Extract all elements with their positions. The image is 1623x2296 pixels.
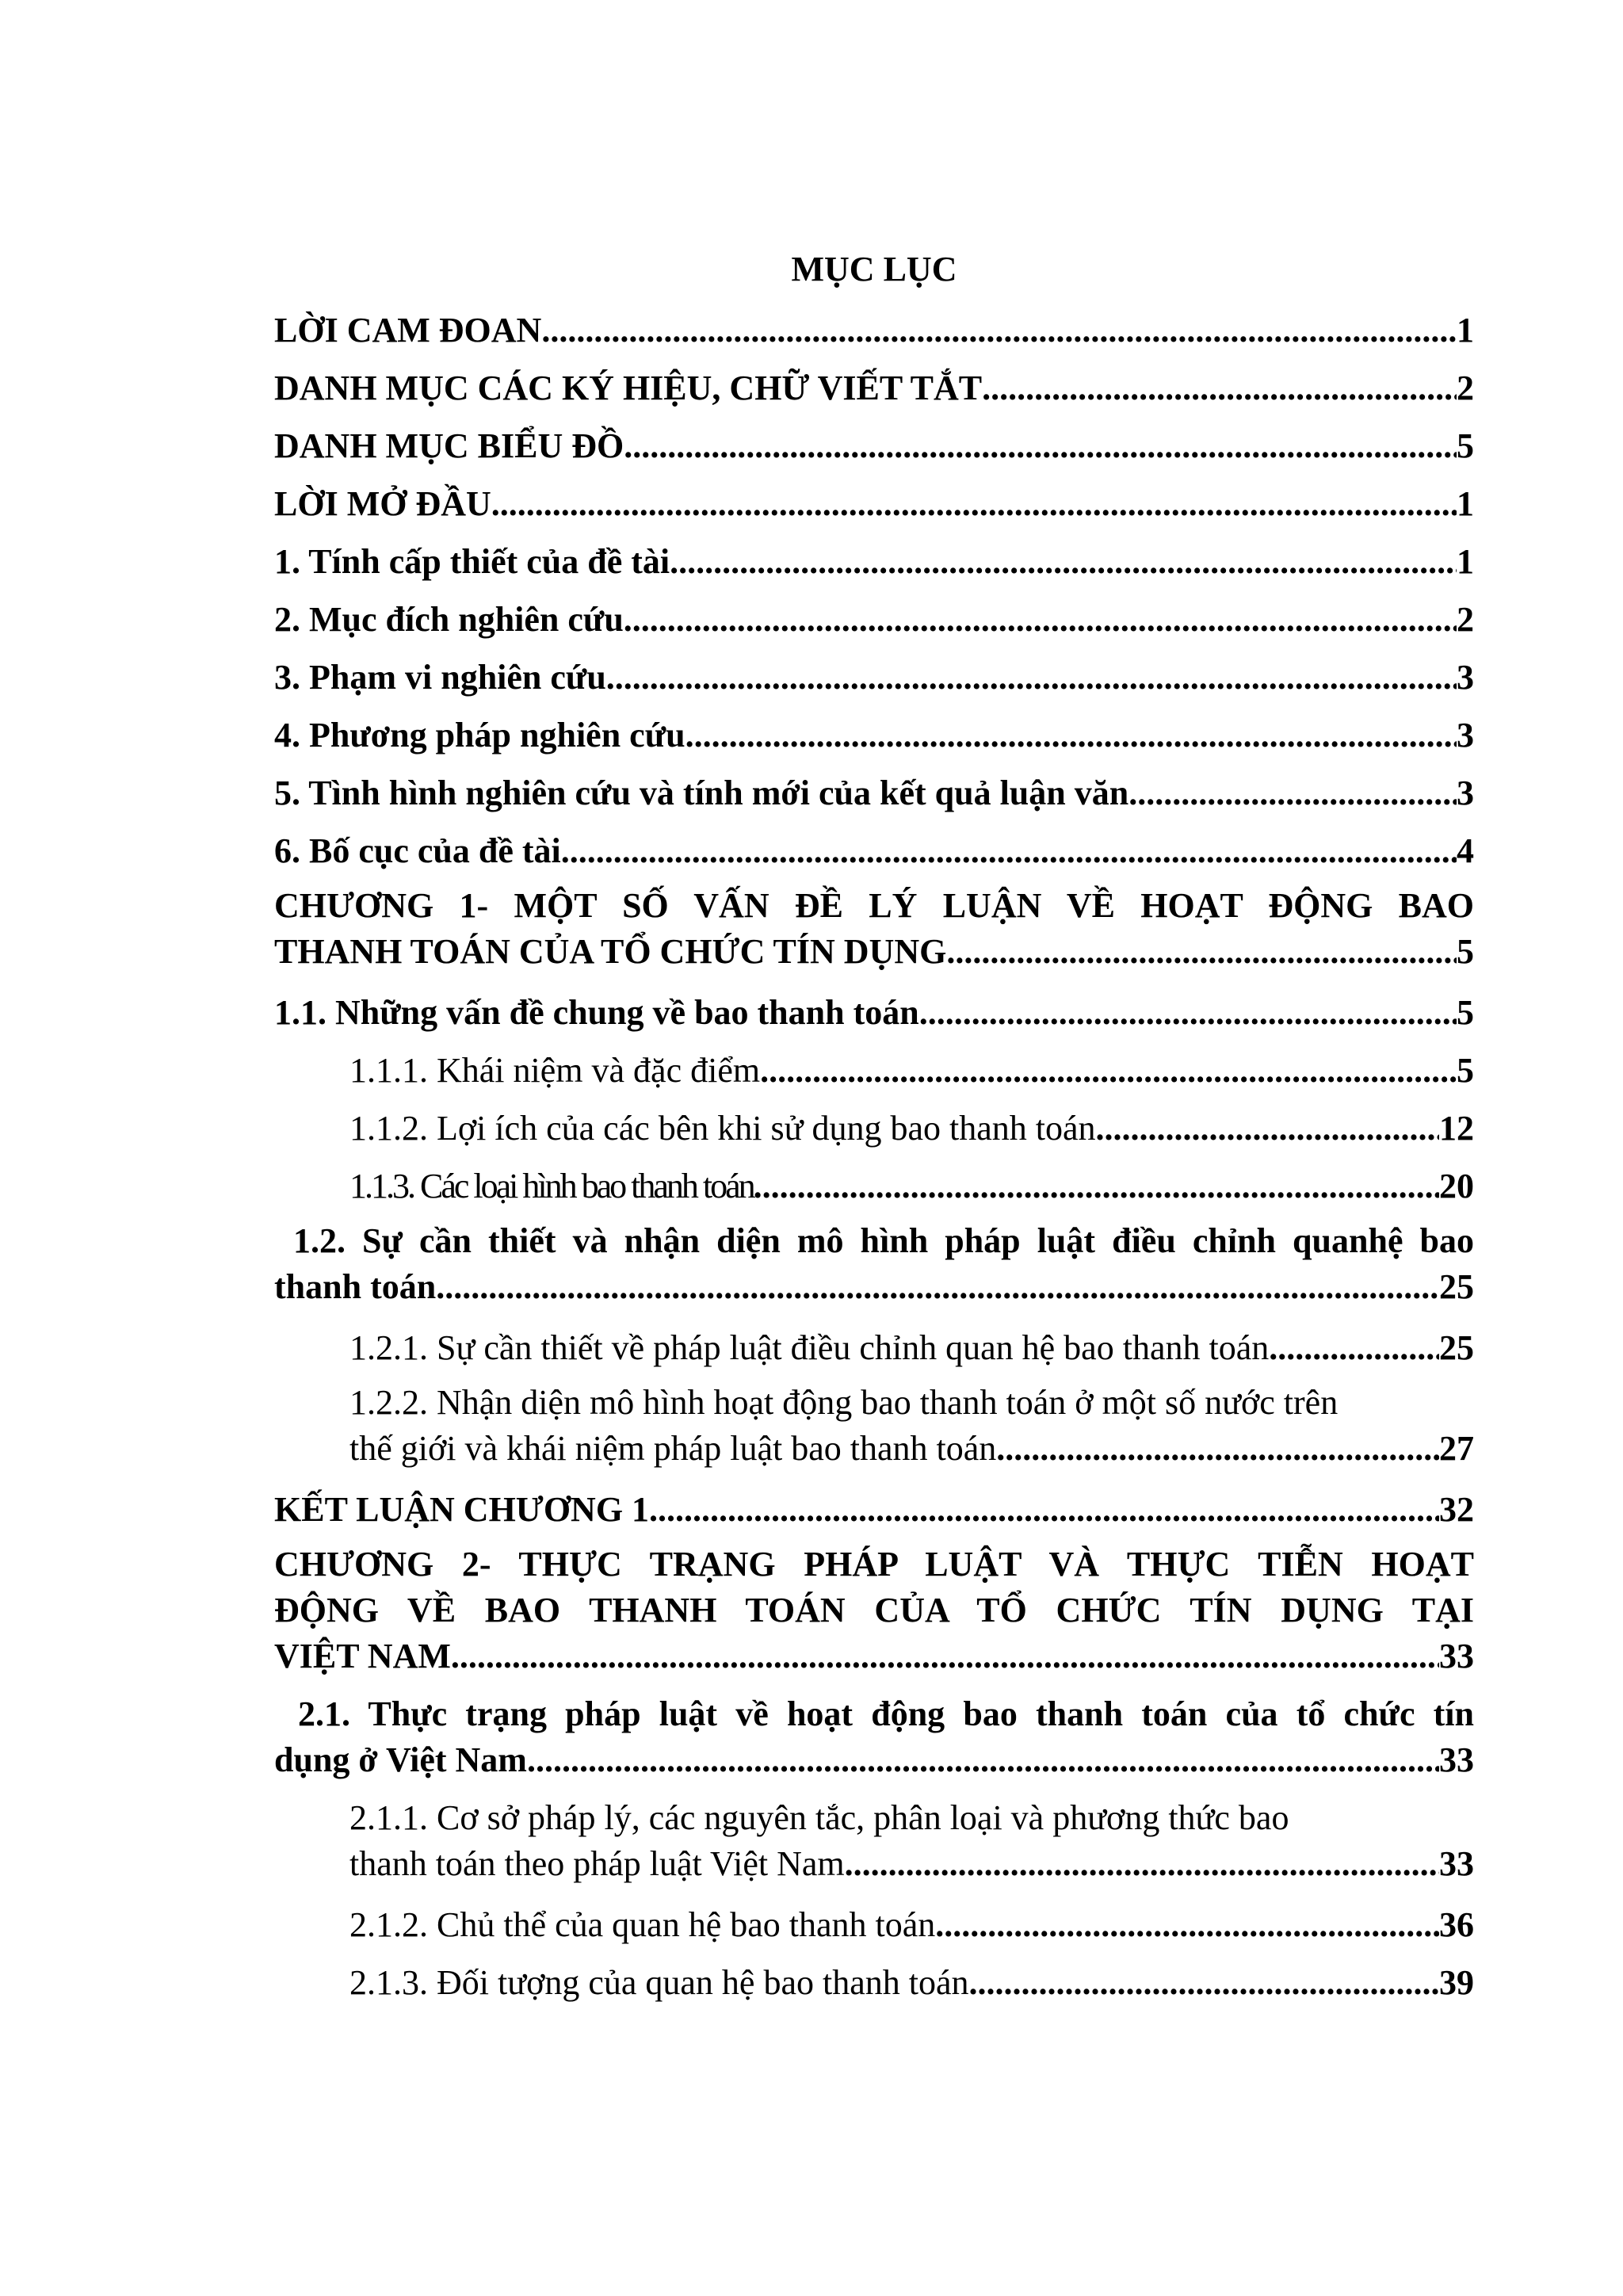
toc-entry-page: 12 [1439,1109,1474,1148]
dot-leader [606,648,1457,706]
toc-entry-text-line1: 2.1.1. Cơ sở pháp lý, các nguyên tắc, phân loại và phương thức bao [349,1798,1289,1837]
toc-entry-text-line1: CHƯƠNG 1- MỘT SỐ VẤN ĐỀ LÝ LUẬN VỀ HOẠT ĐỘNG BAO [274,886,1474,925]
toc-entry-text: 5. Tình hình nghiên cứu và tính mới của kết quả luận văn [274,774,1129,812]
toc-entry [274,764,1474,822]
toc-entry-subsection-2-1-1 [274,1792,1474,1896]
dot-leader [935,1896,1439,1954]
toc-entry-page: 5 [1457,426,1474,465]
dot-leader [561,822,1457,880]
toc-entry-text-line1: 2.1. Thực trạng pháp luật về hoạt động bao thanh toán của tổ chức tín [298,1694,1474,1733]
toc-entry-text-line2: ĐỘNG VỀ BAO THANH TOÁN CỦA TỔ CHỨC TÍN DỤNG TẠI [274,1591,1474,1629]
toc-entry-text: 1.1.3. Các loại hình bao thanh toán [349,1167,754,1205]
toc-entry [274,590,1474,648]
toc-entry-page: 25 [1439,1267,1474,1306]
toc-entry [274,1157,1474,1215]
dot-leader [541,301,1457,359]
toc-entry-text: 1.1.1. Khái niệm và đặc điểm [349,1051,761,1090]
toc-entry [274,984,1474,1041]
toc-entry-text: 2.1.2. Chủ thể của quan hệ bao thanh toán [349,1905,936,1944]
dot-leader [1096,1099,1439,1157]
dot-leader [845,1841,1439,1887]
toc-entry-text: LỜI MỞ ĐẦU [274,484,491,523]
toc-entry-page: 3 [1457,716,1474,755]
dot-leader [527,1737,1439,1783]
toc-entry-text-line2: thanh toán theo pháp luật Việt Nam [349,1844,845,1883]
toc-entry-text-line2: dụng ở Việt Nam [274,1740,527,1779]
toc-entry [274,533,1474,590]
dot-leader [982,359,1457,417]
toc-entry-text-line3: VIỆT NAM [274,1637,451,1675]
toc-entry [274,1099,1474,1157]
toc-entry-text: 1.2.1. Sự cần thiết về pháp luật điều chỉnh quan hệ bao thanh toán [349,1328,1270,1367]
toc-entry [274,301,1474,359]
toc-entry-text: 2.1.3. Đối tượng của quan hệ bao thanh toán [349,1963,969,2002]
dot-leader [685,706,1457,764]
toc-entry-text: KẾT LUẬN CHƯƠNG 1 [274,1490,650,1529]
table-of-contents [274,238,1474,2011]
toc-entry-text: 6. Bố cục của đề tài [274,831,561,870]
toc-entry-page: 27 [1439,1429,1474,1468]
dot-leader [624,590,1457,648]
toc-entry [274,1954,1474,2011]
toc-entry-page: 1 [1457,484,1474,523]
toc-entry-text: 3. Phạm vi nghiên cứu [274,658,606,697]
toc-entry-page: 1 [1457,542,1474,581]
dot-leader [670,533,1457,590]
toc-entry-page: 1 [1457,311,1474,350]
toc-entry-chapter-1 [274,880,1474,984]
toc-entry-page: 2 [1457,369,1474,407]
toc-entry-page: 32 [1439,1490,1474,1529]
dot-leader [919,984,1457,1041]
dot-leader [1128,764,1457,822]
toc-entry-page: 39 [1439,1963,1474,2002]
toc-entry-subsection-1-2-2 [274,1377,1474,1480]
toc-entry-page: 5 [1457,993,1474,1032]
toc-entry-page: 2 [1457,600,1474,639]
toc-entry-text-line2: THANH TOÁN CỦA TỔ CHỨC TÍN DỤNG [274,932,947,971]
dot-leader [451,1633,1439,1679]
toc-entry [274,1319,1474,1377]
toc-entry-page: 33 [1439,1637,1474,1675]
toc-entry-page: 33 [1439,1844,1474,1883]
dot-leader [754,1157,1439,1215]
toc-entry [274,1041,1474,1099]
toc-entry-text-line2: thế giới và khái niệm pháp luật bao thanh toán [349,1429,997,1468]
dot-leader [996,1426,1439,1472]
toc-entry-text-line1: 1.2.2. Nhận diện mô hình hoạt động bao thanh toán ở một số nước trên [349,1383,1338,1422]
toc-entry-page: 5 [1457,932,1474,971]
toc-entry-text: DANH MỤC BIỂU ĐỒ [274,426,624,465]
dot-leader [1269,1319,1439,1377]
toc-entry-page: 3 [1457,658,1474,697]
dot-leader [491,475,1457,533]
dot-leader [760,1041,1457,1099]
toc-entry [274,706,1474,764]
dot-leader [624,417,1457,475]
toc-entry-text-line2: thanh toán [274,1267,437,1306]
toc-entry-page: 25 [1439,1328,1474,1367]
dot-leader [946,929,1457,975]
toc-entry-text: LỜI CAM ĐOAN [274,311,542,350]
toc-entry [274,417,1474,475]
toc-entry-text: DANH MỤC CÁC KÝ HIỆU, CHỮ VIẾT TẮT [274,369,983,407]
toc-entry-section-2-1 [274,1688,1474,1792]
toc-entry [274,475,1474,533]
toc-entry-text: 2. Mục đích nghiên cứu [274,600,624,639]
toc-entry [274,1480,1474,1538]
toc-entry-page: 4 [1457,831,1474,870]
toc-entry-text: 1. Tính cấp thiết của đề tài [274,542,670,581]
toc-entry-page: 5 [1457,1051,1474,1090]
toc-entry-text-line1: CHƯƠNG 2- THỰC TRẠNG PHÁP LUẬT VÀ THỰC TIỄN HOẠT [274,1545,1474,1584]
dot-leader [436,1264,1439,1310]
toc-entry-text: 4. Phương pháp nghiên cứu [274,716,685,755]
toc-entry [274,822,1474,880]
toc-title: MỤC LỤC [791,250,957,288]
dot-leader [649,1480,1439,1538]
toc-entry-section-1-2 [274,1215,1474,1319]
toc-entry-chapter-2 [274,1538,1474,1688]
toc-entry [274,359,1474,417]
toc-entry-text-line1: 1.2. Sự cần thiết và nhận diện mô hình pháp luật điều chỉnh quanhệ bao [293,1221,1474,1260]
toc-entry [274,1896,1474,1954]
toc-entry-text: 1.1.2. Lợi ích của các bên khi sử dụng bao thanh toán [349,1109,1096,1148]
toc-entry-text: 1.1. Những vấn đề chung về bao thanh toán [274,993,919,1032]
toc-entry-page: 3 [1457,774,1474,812]
toc-entry [274,648,1474,706]
dot-leader [969,1954,1440,2011]
toc-entry-page: 33 [1439,1740,1474,1779]
toc-entry-page: 36 [1439,1905,1474,1944]
toc-entry-page: 20 [1439,1167,1474,1205]
